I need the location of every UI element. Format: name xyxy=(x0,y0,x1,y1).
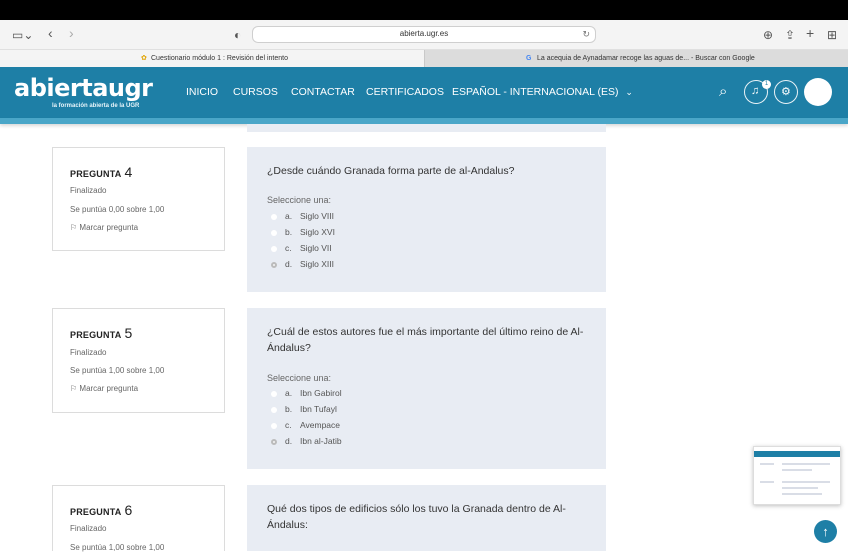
chevron-down-icon: ⌄ xyxy=(625,87,633,97)
select-one-label: Seleccione una: xyxy=(267,195,332,205)
reload-icon[interactable]: ↻ xyxy=(582,29,590,39)
answer-option-c[interactable] xyxy=(271,243,332,255)
question-text: Qué dos tipos de edificios sólo los tuvo la Granada dentro de Al-Ándalus: xyxy=(267,503,566,531)
question-label: PREGUNTA xyxy=(70,330,122,340)
thumbnail-line xyxy=(782,463,830,465)
answer-option-a[interactable] xyxy=(271,388,342,400)
question-text: ¿Cuál de estos autores fue el más importante del último reino de Al-Ándalus? xyxy=(267,326,584,354)
question-status: Finalizado xyxy=(70,348,107,357)
option-text: Ibn Tufayl xyxy=(300,404,337,414)
question-info-5 xyxy=(52,308,225,413)
option-text: Ibn Gabirol xyxy=(300,388,342,398)
previous-question-card xyxy=(247,124,606,132)
flag-label: Marcar pregunta xyxy=(79,223,139,232)
option-letter: d. xyxy=(285,436,293,446)
forward-icon[interactable]: › xyxy=(69,25,74,41)
question-info-6 xyxy=(52,485,225,551)
question-status: Finalizado xyxy=(70,524,107,533)
question-content-4 xyxy=(247,147,606,292)
radio-button[interactable] xyxy=(271,214,277,220)
back-icon[interactable]: ‹ xyxy=(48,25,53,41)
screenshot-thumbnail[interactable] xyxy=(753,446,841,505)
question-info-4 xyxy=(52,147,225,251)
thumbnail-line xyxy=(782,481,830,483)
settings-button[interactable] xyxy=(774,80,798,104)
radio-button[interactable] xyxy=(271,423,277,429)
thumbnail-line xyxy=(782,493,822,495)
question-number: 5 xyxy=(124,325,133,341)
google-icon: G xyxy=(526,55,532,62)
radio-button-selected[interactable] xyxy=(271,439,277,445)
address-bar[interactable] xyxy=(252,26,596,43)
question-heading xyxy=(70,325,132,341)
option-text: Siglo VIII xyxy=(300,211,335,221)
nav-contactar[interactable]: CONTACTAR xyxy=(291,86,355,98)
notification-count-badge: 1 xyxy=(762,80,771,89)
question-text: ¿Desde cuándo Granada forma parte de al-Andalus? xyxy=(267,165,515,177)
select-one-label: Seleccione una: xyxy=(267,373,332,383)
radio-button-selected[interactable] xyxy=(271,262,277,268)
flag-icon: ⚐ xyxy=(70,384,78,393)
option-letter: c. xyxy=(285,420,292,430)
download-icon[interactable]: ⊕ xyxy=(763,28,774,42)
logo-wordmark: abiertaugr xyxy=(14,74,153,102)
question-heading xyxy=(70,164,132,180)
url-text: abierta.ugr.es xyxy=(399,29,449,38)
nav-certificados[interactable]: CERTIFICADOS xyxy=(366,86,444,98)
radio-button[interactable] xyxy=(271,230,277,236)
question-number: 4 xyxy=(124,164,133,180)
flag-icon: ⚐ xyxy=(70,223,78,232)
answer-option-b[interactable] xyxy=(271,404,337,416)
nav-language-menu[interactable] xyxy=(452,86,633,98)
logo-tagline: la formación abierta de la UGR xyxy=(52,103,140,109)
bell-icon: ♫ xyxy=(751,85,760,97)
tab-google-search[interactable] xyxy=(424,50,848,67)
option-text: Avempace xyxy=(300,420,341,430)
scroll-to-top-button[interactable] xyxy=(814,520,837,543)
answer-option-c[interactable] xyxy=(271,420,340,432)
tab-label: Cuestionario módulo 1 : Revisión del intento xyxy=(151,55,288,62)
tab-strip xyxy=(0,50,848,67)
question-label: PREGUNTA xyxy=(70,169,122,179)
gear-icon: ⚙ xyxy=(781,86,791,98)
flag-label: Marcar pregunta xyxy=(79,384,139,393)
option-text: Siglo XVI xyxy=(300,227,335,237)
option-letter: c. xyxy=(285,243,292,253)
nav-cursos[interactable]: CURSOS xyxy=(233,86,278,98)
thumbnail-line xyxy=(760,481,774,483)
question-score: Se puntúa 1,00 sobre 1,00 xyxy=(70,366,165,375)
sidebar-icon[interactable]: ▭⌄ xyxy=(12,28,34,42)
tab-quiz-review[interactable] xyxy=(0,50,424,67)
option-letter: b. xyxy=(285,404,293,414)
site-logo[interactable] xyxy=(14,74,164,114)
question-label: PREGUNTA xyxy=(70,507,122,517)
flag-question-link[interactable] xyxy=(70,223,138,232)
question-heading xyxy=(70,502,132,518)
option-text: Siglo XIII xyxy=(300,259,335,269)
option-text: Ibn al-Jatib xyxy=(300,436,342,446)
tab-label: La acequia de Aynadamar recoge las aguas de... - Buscar con Google xyxy=(537,55,755,62)
tab-overview-icon[interactable]: ⊞ xyxy=(827,28,838,42)
thumbnail-line xyxy=(760,463,774,465)
privacy-shield-icon[interactable]: ◐ xyxy=(234,28,242,42)
thumbnail-line xyxy=(782,487,818,489)
answer-option-d[interactable] xyxy=(271,259,334,271)
answer-option-b[interactable] xyxy=(271,227,335,239)
question-number: 6 xyxy=(124,502,133,518)
question-status: Finalizado xyxy=(70,186,107,195)
option-letter: a. xyxy=(285,388,293,398)
nav-inicio[interactable]: INICIO xyxy=(186,86,219,98)
radio-button[interactable] xyxy=(271,246,277,252)
option-letter: a. xyxy=(285,211,293,221)
share-icon[interactable]: ⇪ xyxy=(785,28,796,42)
search-icon[interactable]: ⌕ xyxy=(719,83,728,100)
radio-button[interactable] xyxy=(271,407,277,413)
language-label: ESPAÑOL - INTERNACIONAL (ES) xyxy=(452,86,619,98)
option-text: Siglo VII xyxy=(300,243,332,253)
answer-option-a[interactable] xyxy=(271,211,334,223)
question-score: Se puntúa 1,00 sobre 1,00 xyxy=(70,543,165,552)
flag-question-link[interactable] xyxy=(70,384,138,393)
answer-option-d[interactable] xyxy=(271,436,342,448)
question-content-6 xyxy=(247,485,606,551)
thumbnail-navbar xyxy=(754,451,840,457)
tab-favicon-icon: ✿ xyxy=(141,55,147,62)
new-tab-icon[interactable]: + xyxy=(806,25,815,41)
radio-button[interactable] xyxy=(271,391,277,397)
option-letter: b. xyxy=(285,227,293,237)
arrow-up-icon: ↑ xyxy=(822,524,829,539)
option-letter: d. xyxy=(285,259,293,269)
question-score: Se puntúa 0,00 sobre 1,00 xyxy=(70,205,165,214)
question-content-5 xyxy=(247,308,606,469)
user-avatar[interactable] xyxy=(804,78,832,106)
system-top-bar xyxy=(0,0,848,20)
thumbnail-line xyxy=(782,469,812,471)
